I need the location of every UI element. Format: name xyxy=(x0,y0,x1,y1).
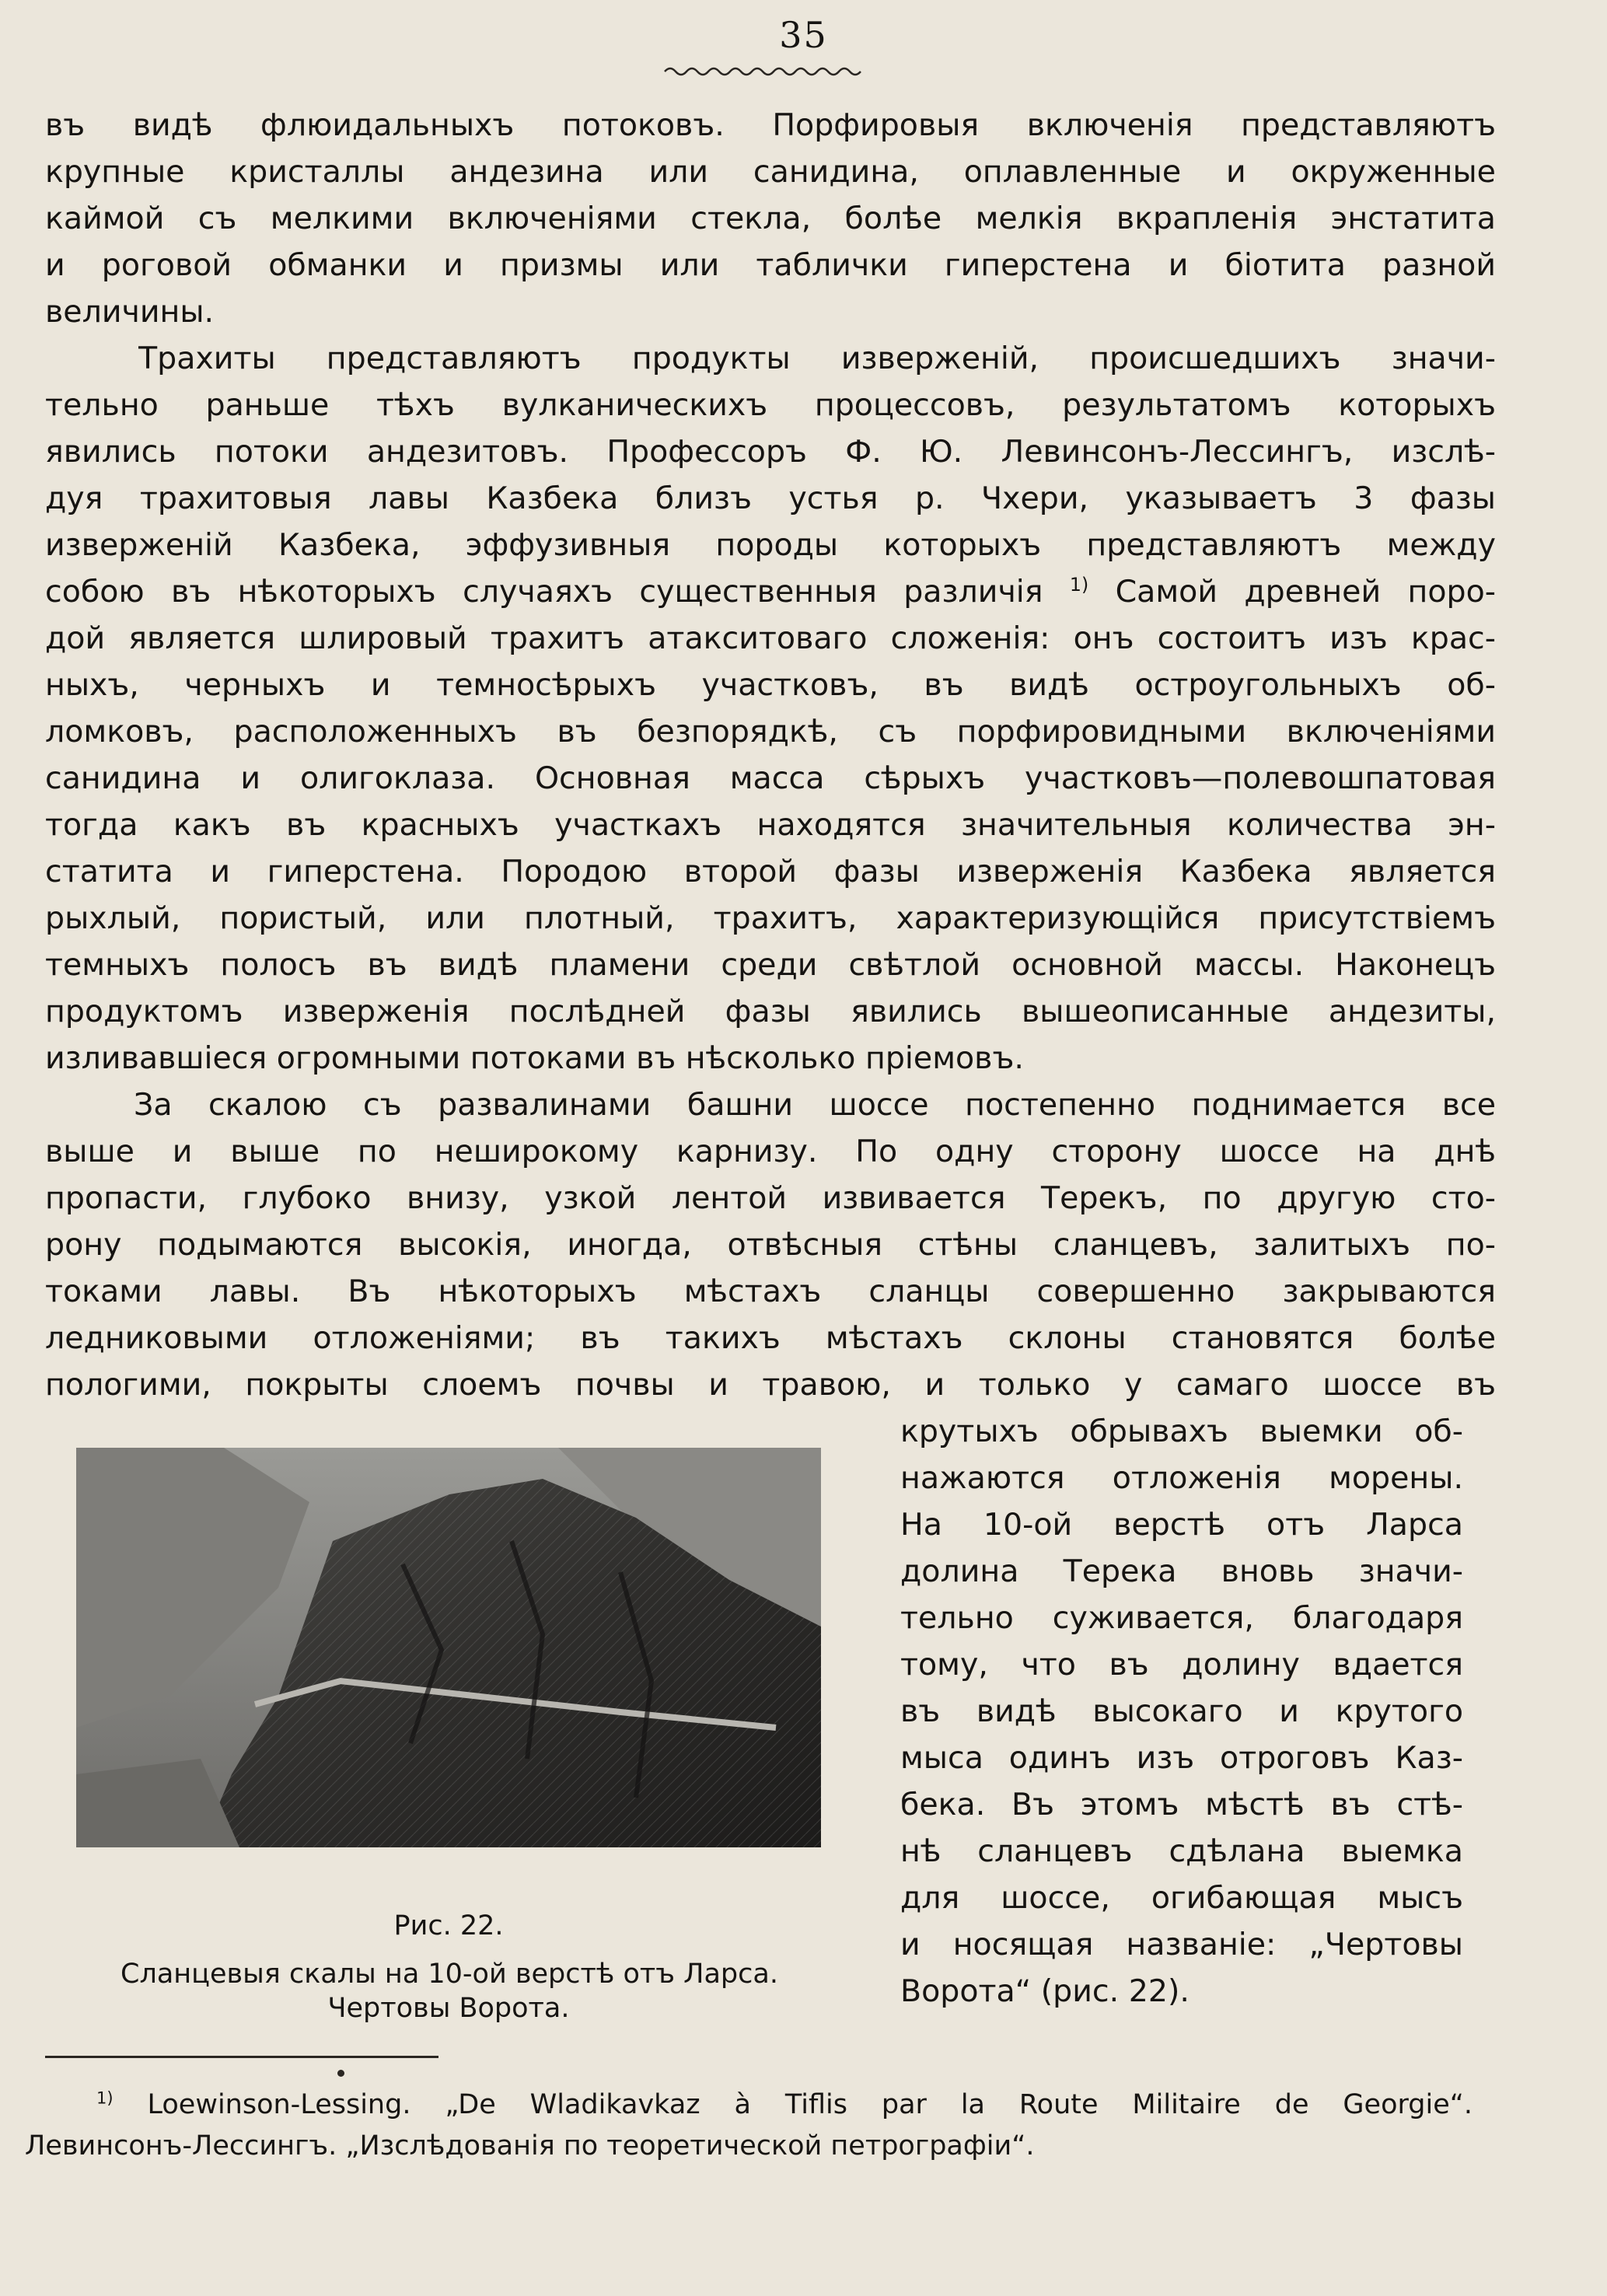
text-line: Трахиты представляютъ продукты изверженій, происшедшихъ значи- xyxy=(138,341,1496,376)
text-line: нажаются отложенія морены. xyxy=(900,1460,1463,1496)
text-line: величины. xyxy=(45,294,215,330)
text-line: крупные кристаллы андезина или санидина, оплавленные и окруженные xyxy=(45,154,1496,190)
text-line: рыхлый, пористый, или плотный, трахитъ, характеризующійся присутствіемъ xyxy=(45,900,1496,936)
text-line: въ видѣ высокаго и крутого xyxy=(900,1693,1463,1729)
text-line: За скалою съ развалинами башни шоссе постепенно поднимается все xyxy=(134,1087,1496,1123)
text-line: токами лавы. Въ нѣкоторыхъ мѣстахъ сланцы совершенно закрываются xyxy=(45,1274,1496,1309)
text-line: для шоссе, огибающая мысъ xyxy=(900,1880,1463,1916)
figure-caption: Сланцевыя скалы на 10-ой верстѣ отъ Ларса. xyxy=(121,1959,778,1990)
wave-ornament xyxy=(663,62,867,79)
footnote-marker: 1) xyxy=(96,2088,114,2108)
text-segment: собою въ нѣкоторыхъ случаяхъ существенныя различія xyxy=(45,574,1043,610)
text-line: изливавшіеся огромными потоками въ нѣсколько пріемовъ. xyxy=(45,1040,1024,1076)
text-line: пропасти, глубоко внизу, узкой лентой извивается Терекъ, по другую сто- xyxy=(45,1180,1496,1216)
text-line: долина Терека вновь значи- xyxy=(900,1553,1463,1589)
text-line: ледниковыми отложеніями; въ такихъ мѣстахъ склоны становятся болѣе xyxy=(45,1320,1496,1356)
text-line: тогда какъ въ красныхъ участкахъ находятся значительныя количества эн- xyxy=(45,807,1496,843)
text-line: тельно раньше тѣхъ вулканическихъ процессовъ, результатомъ которыхъ xyxy=(45,387,1496,423)
text-line: выше и выше по неширокому карнизу. По одну сторону шоссе на днѣ xyxy=(45,1134,1496,1169)
text-line: рону подымаются высокія, иногда, отвѣсныя стѣны сланцевъ, залитыхъ по- xyxy=(45,1227,1496,1263)
footnote-text: Loewinson-Lessing. „De Wladikavkaz à Tiflis par la Route Militaire de Georgie“. xyxy=(147,2089,1473,2120)
text-line: На 10-ой верстѣ отъ Ларса xyxy=(900,1507,1463,1543)
figure-caption: Чертовы Ворота. xyxy=(327,1993,570,2024)
text-line: тому, что въ долину вдается xyxy=(900,1647,1463,1683)
text-line: ныхъ, черныхъ и темносѣрыхъ участковъ, въ видѣ остроугольныхъ об- xyxy=(45,667,1496,703)
text-line: и роговой обманки и призмы или таблички гиперстена и біотита разной xyxy=(45,247,1496,283)
text-line: темныхъ полосъ въ видѣ пламени среди свѣтлой основной массы. Наконецъ xyxy=(45,947,1496,983)
figure-number: Рис. 22. xyxy=(393,1910,504,1941)
text-line: бека. Въ этомъ мѣстѣ въ стѣ- xyxy=(900,1787,1463,1822)
footnote-line: Левинсонъ-Лессингъ. „Изслѣдованія по теоретической петрографіи“. xyxy=(25,2130,1035,2161)
page-number: 35 xyxy=(779,14,828,56)
text-line: ломковъ, расположенныхъ въ безпорядкѣ, съ порфировидными включеніями xyxy=(45,714,1496,750)
text-line: явились потоки андезитовъ. Профессоръ Ф. Ю. Левинсонъ-Лессингъ, изслѣ- xyxy=(45,434,1496,470)
text-line: санидина и олигоклаза. Основная масса сѣрыхъ участковъ—полевошпатовая xyxy=(45,760,1496,796)
text-line: изверженій Казбека, эффузивныя породы которыхъ представляютъ между xyxy=(45,527,1496,563)
footnote-divider xyxy=(45,2056,438,2058)
text-line: Ворота“ (рис. 22). xyxy=(900,1973,1190,2009)
text-line: нѣ сланцевъ сдѣлана выемка xyxy=(900,1833,1463,1869)
text-line: продуктомъ изверженія послѣдней фазы явились вышеописанные андезиты, xyxy=(45,994,1496,1029)
text-line: и носящая названіе: „Чертовы xyxy=(900,1927,1463,1962)
footnote-reference: 1) xyxy=(1069,573,1089,596)
text-line: въ видѣ флюидальныхъ потоковъ. Порфировыя включенія представляютъ xyxy=(45,107,1496,143)
text-line: мыса одинъ изъ отроговъ Каз- xyxy=(900,1740,1463,1776)
text-line-with-footnote xyxy=(45,572,1496,611)
text-line: статита и гиперстена. Породою второй фазы изверженія Казбека является xyxy=(45,854,1496,889)
figure-photograph xyxy=(76,1448,821,1847)
text-line: пологими, покрыты слоемъ почвы и травою, и только у самаго шоссе въ xyxy=(45,1367,1496,1403)
text-line: дой является шлировый трахитъ атакситоваго сложенія: онъ состоитъ изъ крас- xyxy=(45,620,1496,656)
text-line: дуя трахитовыя лавы Казбека близъ устья р. Чхери, указываетъ 3 фазы xyxy=(45,481,1496,516)
text-line: крутыхъ обрывахъ выемки об- xyxy=(900,1414,1463,1449)
text-line: каймой съ мелкими включеніями стекла, болѣе мелкія вкрапленія энстатита xyxy=(45,201,1496,236)
text-segment: Самой древней поро- xyxy=(1115,574,1496,610)
text-line: тельно суживается, благодаря xyxy=(900,1600,1463,1636)
footnote-line xyxy=(96,2085,1473,2124)
divider-dot xyxy=(337,2070,344,2077)
